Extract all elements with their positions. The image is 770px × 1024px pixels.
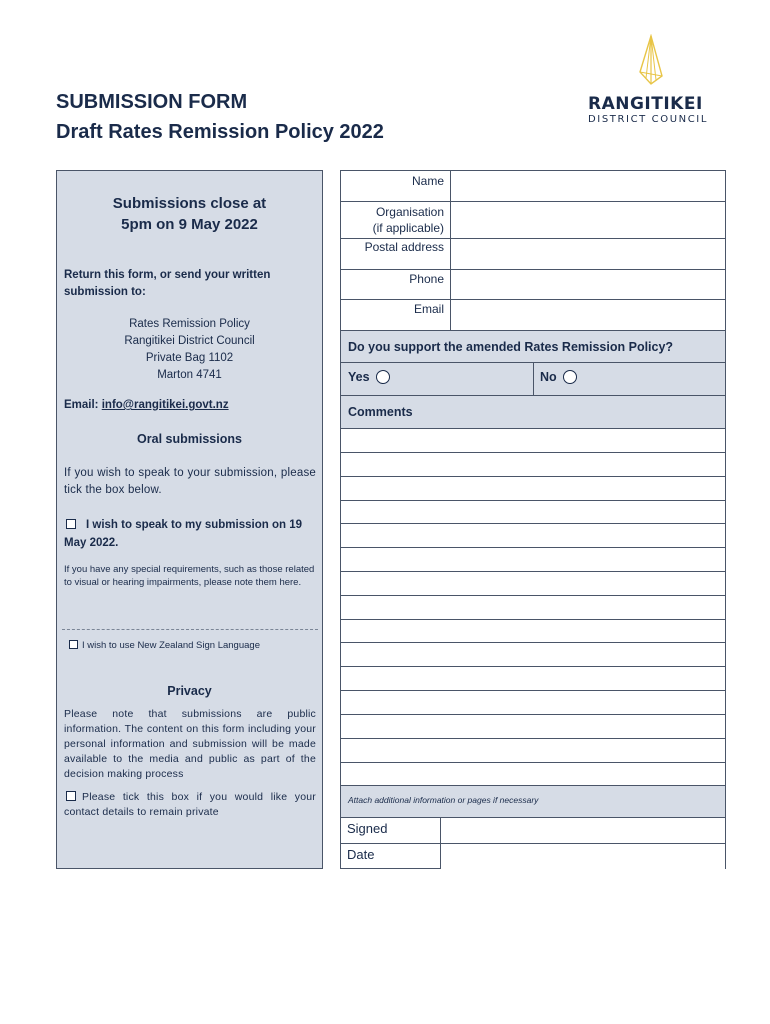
privacy-heading: Privacy — [167, 684, 212, 698]
email-row — [341, 300, 725, 331]
date-label: Date — [341, 844, 441, 869]
comment-line — [341, 571, 725, 572]
name-field[interactable] — [451, 171, 725, 201]
postal-address-field[interactable] — [451, 239, 725, 269]
comments-area[interactable] — [341, 429, 725, 786]
postal-address-block — [57, 316, 322, 384]
comment-line — [341, 762, 725, 763]
comment-line — [341, 500, 725, 501]
yes-no-divider — [533, 363, 534, 395]
comment-line — [341, 547, 725, 548]
address-line: Rangitikei District Council — [124, 335, 255, 347]
email-contact — [64, 399, 229, 411]
nzsl-checkbox[interactable] — [69, 640, 78, 649]
postal-address-label: Postal address — [341, 239, 451, 269]
attach-note: Attach additional information or pages if necessary — [348, 795, 539, 805]
comment-line — [341, 714, 725, 715]
yes-option[interactable] — [348, 370, 390, 384]
form-title: SUBMISSION FORM — [56, 91, 248, 113]
logo-brand-text: RANGITIKEI — [588, 94, 703, 114]
comment-line — [341, 690, 725, 691]
no-option[interactable] — [540, 370, 577, 384]
organisation-field[interactable] — [451, 202, 725, 238]
nzsl-option[interactable] — [69, 640, 260, 651]
submission-form — [340, 170, 726, 869]
comment-line — [341, 642, 725, 643]
comment-line — [341, 619, 725, 620]
oral-submissions-text: If you wish to speak to your submission, please tick the box below. — [64, 467, 316, 496]
phone-field[interactable] — [451, 270, 725, 299]
phone-row — [341, 270, 725, 300]
return-instructions: Return this form, or send your written submission to: — [64, 269, 271, 298]
support-question-row — [341, 331, 725, 363]
yes-label: Yes — [348, 370, 370, 384]
comment-line — [341, 476, 725, 477]
form-subtitle: Draft Rates Remission Policy 2022 — [56, 121, 384, 143]
name-row — [341, 171, 725, 202]
yes-radio[interactable] — [376, 370, 390, 384]
attach-note-row — [341, 786, 725, 818]
comment-line — [341, 452, 725, 453]
email-link[interactable]: info@rangitikei.govt.nz — [101, 399, 229, 411]
organisation-label-note: (if applicable) — [372, 221, 444, 235]
info-panel — [56, 170, 323, 869]
organisation-row — [341, 202, 725, 239]
phone-label: Phone — [341, 270, 451, 299]
comment-line — [341, 666, 725, 667]
private-details-checkbox[interactable] — [66, 791, 76, 801]
special-requirements-text: If you have any special requirements, such as those related to visual or hearing impairments, please note them here. — [64, 564, 315, 588]
council-logo — [586, 34, 716, 130]
date-row — [341, 844, 725, 869]
logo-subtitle: DISTRICT COUNCIL — [588, 114, 709, 125]
no-label: No — [540, 370, 557, 384]
email-label: Email: — [64, 399, 102, 411]
organisation-label-line: Organisation — [375, 205, 444, 219]
nzsl-option-label: I wish to use New Zealand Sign Language — [82, 640, 260, 651]
email-field[interactable] — [451, 300, 725, 330]
address-line: Rates Remission Policy — [129, 318, 250, 330]
oral-submissions-heading: Oral submissions — [137, 432, 242, 446]
address-line: Private Bag 1102 — [145, 352, 234, 364]
comment-line — [341, 595, 725, 596]
address-line: Marton 4741 — [157, 369, 222, 381]
speak-option-label: I wish to speak to my submission on 19 May 2022. — [64, 519, 302, 549]
name-label: Name — [341, 171, 451, 201]
postal-row — [341, 239, 725, 270]
signature-field[interactable] — [441, 818, 725, 843]
private-details-option[interactable] — [64, 790, 316, 820]
comments-header-row — [341, 396, 725, 429]
comment-line — [341, 523, 725, 524]
email-label: Email — [341, 300, 451, 330]
privacy-text: Please note that submissions are public information. The content on this form including your personal information and submission will be made available to the media and public as part of the decision making process — [64, 708, 316, 780]
signed-row — [341, 818, 725, 844]
private-details-label: Please tick this box if you would like your contact details to remain private — [64, 791, 316, 818]
organisation-label — [341, 202, 451, 238]
speak-option[interactable] — [64, 516, 316, 552]
close-line-1: Submissions close at — [112, 195, 267, 212]
signed-label: Signed — [341, 818, 441, 843]
special-requirements-line[interactable] — [62, 629, 318, 630]
comment-line — [341, 738, 725, 739]
speak-checkbox[interactable] — [66, 519, 76, 529]
support-question: Do you support the amended Rates Remission Policy? — [348, 340, 674, 354]
date-field[interactable] — [441, 844, 725, 869]
yes-no-row — [341, 363, 725, 396]
no-radio[interactable] — [563, 370, 577, 384]
close-date-heading — [57, 193, 322, 235]
close-line-2: 5pm on 9 May 2022 — [121, 216, 258, 233]
comments-label: Comments — [348, 405, 413, 419]
sail-logo-icon — [634, 34, 668, 88]
